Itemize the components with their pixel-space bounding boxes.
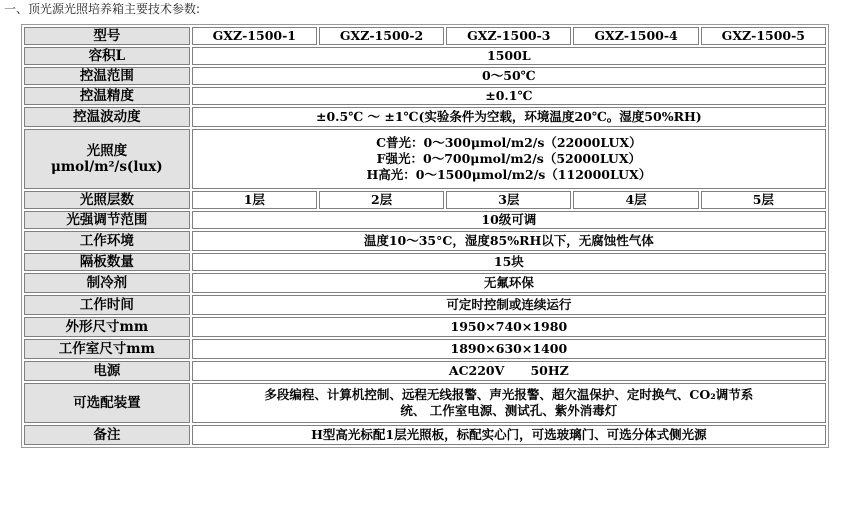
table-row xyxy=(24,295,826,315)
outer-size-value: 1950×740×1980 xyxy=(192,317,826,337)
chamber-size-label: 工作室尺寸mm xyxy=(24,339,190,359)
table-row xyxy=(24,317,826,337)
illuminance-value xyxy=(192,129,826,189)
table-row xyxy=(24,253,826,271)
model-1: GXZ-1500-1 xyxy=(192,27,317,45)
light-layers-label: 光照层数 xyxy=(24,191,190,209)
light-layers-4: 4层 xyxy=(573,191,698,209)
light-layers-5: 5层 xyxy=(701,191,826,209)
table-row xyxy=(24,67,826,85)
light-layers-3: 3层 xyxy=(446,191,571,209)
optional-label: 可选配装置 xyxy=(24,383,190,423)
temp-range-label: 控温范围 xyxy=(24,67,190,85)
table-row xyxy=(24,361,826,381)
temp-fluct-value: ±0.5℃ ～ ±1℃(实验条件为空载，环境温度20℃。湿度50%RH) xyxy=(192,107,826,127)
capacity-label: 容积L xyxy=(24,47,190,65)
table-row xyxy=(24,231,826,251)
light-layers-1: 1层 xyxy=(192,191,317,209)
environment-value: 温度10～35°C，湿度85%RH以下，无腐蚀性气体 xyxy=(192,231,826,251)
model-5: GXZ-1500-5 xyxy=(701,27,826,45)
outer-size-label: 外形尺寸mm xyxy=(24,317,190,337)
table-row xyxy=(24,27,826,45)
table-row xyxy=(24,87,826,105)
model-3: GXZ-1500-3 xyxy=(446,27,571,45)
header-label: 型号 xyxy=(24,27,190,45)
light-layers-2: 2层 xyxy=(319,191,444,209)
shelves-value: 15块 xyxy=(192,253,826,271)
illuminance-label xyxy=(24,129,190,189)
remarks-label: 备注 xyxy=(24,425,190,445)
illuminance-line-c: C普光：0～300μmol/m2/s（22000LUX） xyxy=(376,135,642,150)
temp-precision-value: ±0.1℃ xyxy=(192,87,826,105)
temp-fluct-label: 控温波动度 xyxy=(24,107,190,127)
table-row xyxy=(24,107,826,127)
table-row xyxy=(24,211,826,229)
capacity-value: 1500L xyxy=(192,47,826,65)
table-row xyxy=(24,191,826,209)
light-adjust-label: 光强调节范围 xyxy=(24,211,190,229)
power-value: AC220V 50HZ xyxy=(192,361,826,381)
temp-range-value: 0～50℃ xyxy=(192,67,826,85)
refrigerant-label: 制冷剂 xyxy=(24,273,190,293)
work-time-label: 工作时间 xyxy=(24,295,190,315)
refrigerant-value: 无氟环保 xyxy=(192,273,826,293)
power-label: 电源 xyxy=(24,361,190,381)
illuminance-label-line1: 光照度 xyxy=(86,143,128,159)
illuminance-line-h: H高光：0～1500μmol/m2/s（112000LUX） xyxy=(366,167,652,182)
table-row xyxy=(24,129,826,189)
table-row xyxy=(24,425,826,445)
model-2: GXZ-1500-2 xyxy=(319,27,444,45)
table-row xyxy=(24,47,826,65)
table-row xyxy=(24,339,826,359)
optional-line-1: 多段编程、计算机控制、远程无线报警、声光报警、超欠温保护、定时换气、CO₂调节系 xyxy=(264,387,754,402)
illuminance-line-f: F强光：0～700μmol/m2/s（52000LUX） xyxy=(376,151,642,166)
optional-value xyxy=(192,383,826,423)
table-row xyxy=(24,273,826,293)
illuminance-label-line2: μmol/m²/s(lux) xyxy=(50,159,163,175)
work-time-value: 可定时控制或连续运行 xyxy=(192,295,826,315)
temp-precision-label: 控温精度 xyxy=(24,87,190,105)
chamber-size-value: 1890×630×1400 xyxy=(192,339,826,359)
environment-label: 工作环境 xyxy=(24,231,190,251)
page-heading: 一、顶光源光照培养箱主要技术参数: xyxy=(4,2,201,16)
remarks-value: H型高光标配1层光照板，标配实心门，可选玻璃门、可选分体式侧光源 xyxy=(192,425,826,445)
light-adjust-value: 10级可调 xyxy=(192,211,826,229)
model-4: GXZ-1500-4 xyxy=(573,27,698,45)
shelves-label: 隔板数量 xyxy=(24,253,190,271)
spec-table xyxy=(21,24,829,448)
optional-line-2: 统、 工作室电源、测试孔、紫外消毒灯 xyxy=(400,403,618,418)
table-row xyxy=(24,383,826,423)
